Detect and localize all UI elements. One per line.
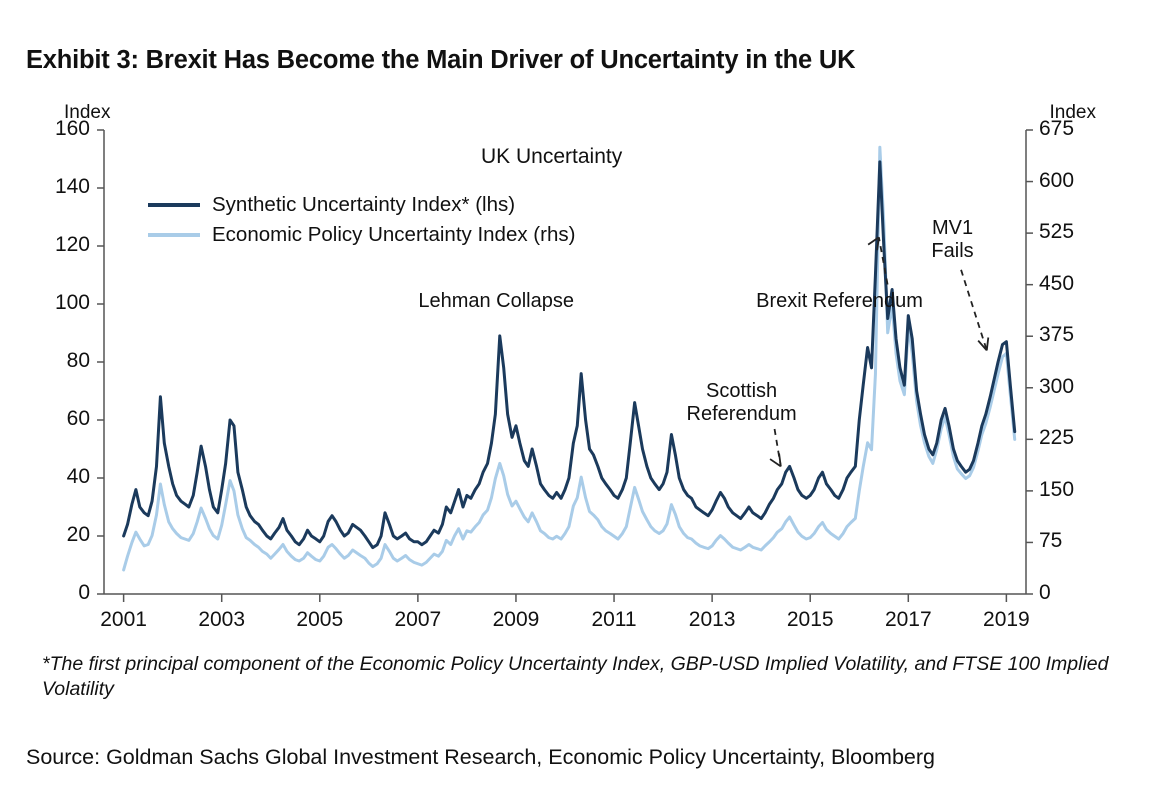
left-axis-unit-label: Index	[64, 102, 111, 123]
chart-annotation: Brexit Referendum	[756, 289, 923, 312]
annotation-arrow	[961, 270, 987, 351]
legend-label-epu: Economic Policy Uncertainty Index (rhs)	[212, 223, 576, 246]
x-axis-ticks	[124, 594, 1007, 602]
right-axis-unit-label: Index	[1049, 102, 1096, 123]
series-line	[124, 162, 1015, 548]
right-tick-label: 225	[1039, 426, 1075, 450]
left-tick-label: 60	[66, 407, 90, 430]
x-tick-label: 2009	[492, 608, 540, 631]
left-tick-label: 100	[54, 291, 90, 314]
left-tick-label: 120	[54, 233, 90, 256]
x-tick-label: 2013	[688, 608, 736, 631]
right-tick-label: 600	[1039, 168, 1075, 192]
left-tick-label: 160	[54, 117, 90, 140]
chart-annotation: MV1 Fails	[931, 217, 974, 263]
right-tick-label: 450	[1039, 271, 1075, 295]
left-axis-ticks	[97, 130, 104, 594]
left-tick-label: 20	[66, 523, 90, 546]
right-tick-label: 300	[1039, 374, 1075, 398]
x-tick-label: 2017	[884, 608, 932, 631]
right-tick-label: 375	[1039, 323, 1075, 347]
annotation-arrowhead	[770, 454, 781, 467]
left-tick-label: 40	[66, 465, 90, 488]
right-tick-label: 150	[1039, 477, 1075, 501]
right-tick-label: 75	[1039, 529, 1063, 553]
annotation-arrowhead	[978, 337, 988, 350]
plot-svg	[26, 100, 1104, 648]
chart-inner-title: UK Uncertainty	[481, 145, 623, 168]
x-tick-label: 2011	[591, 608, 637, 631]
x-tick-label: 2005	[296, 608, 344, 631]
right-axis-ticks	[1026, 130, 1033, 594]
left-tick-label: 140	[54, 175, 90, 198]
legend-label-synthetic: Synthetic Uncertainty Index* (lhs)	[212, 193, 516, 216]
right-tick-label: 0	[1039, 581, 1051, 604]
annotation-arrowhead	[868, 237, 879, 250]
series-layer	[124, 147, 1015, 570]
x-tick-label: 2003	[198, 608, 246, 631]
chart-footnote: *The first principal component of the Economic Policy Uncertainty Index, GBP-USD Implied Volatility, and FTSE 100 Implied Volatility	[42, 653, 1109, 700]
page-title: Exhibit 3: Brexit Has Become the Main Driver of Uncertainty in the UK	[26, 46, 856, 74]
source-line: Source: Goldman Sachs Global Investment Research, Economic Policy Uncertainty, Bloomberg	[26, 745, 935, 769]
left-tick-label: 80	[66, 349, 90, 372]
right-tick-label: 675	[1039, 117, 1075, 140]
right-tick-label: 525	[1039, 220, 1075, 244]
x-tick-label: 2015	[786, 608, 834, 631]
chart-container	[26, 100, 1104, 648]
x-tick-label: 2007	[394, 608, 442, 631]
x-tick-label: 2001	[100, 608, 147, 631]
chart-annotation: Lehman Collapse	[418, 289, 574, 312]
chart-annotation: Scottish Referendum	[686, 379, 797, 425]
x-tick-label: 2019	[983, 608, 1030, 631]
left-tick-label: 0	[78, 581, 90, 604]
annotation-arrows	[770, 237, 988, 466]
